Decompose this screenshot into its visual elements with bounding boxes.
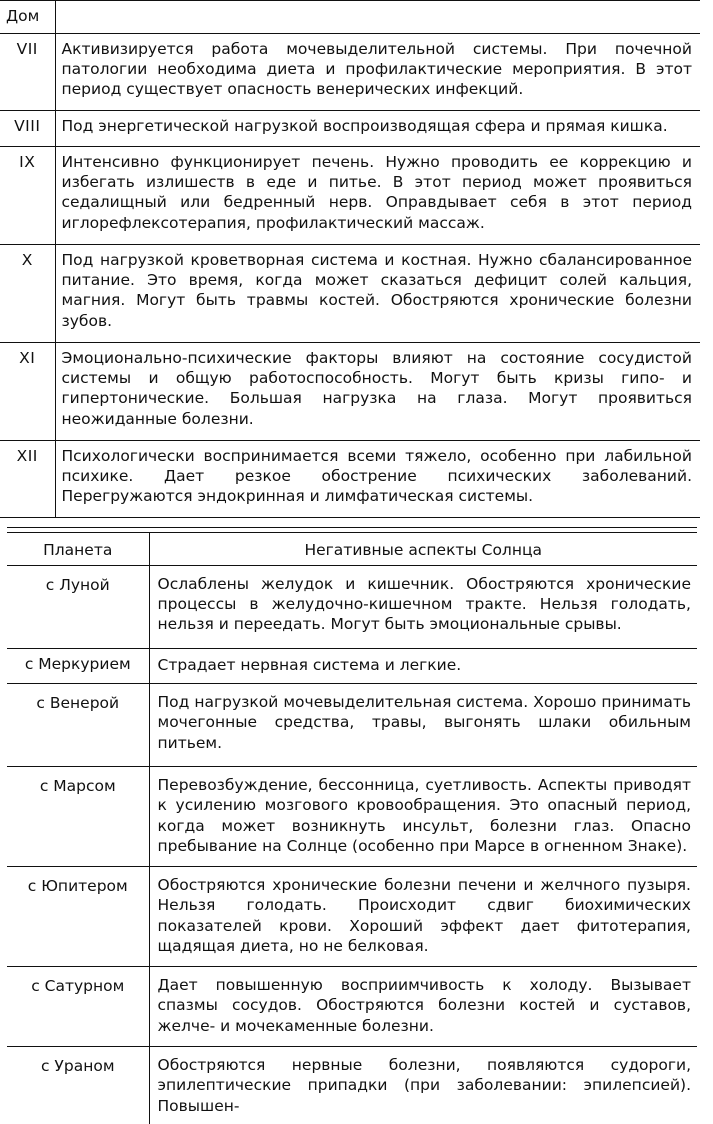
house-number: XI [0,343,55,441]
description-column-header [55,1,700,34]
aspect-description: Обостряются хронические болезни печени и желчного пузыря. Нельзя голодать. Происходит сдвиг биохимических показателей крови. Хороший эффект дает фитотерапия, щадящая диета, но не белковая. [149,867,697,967]
table-row [0,147,700,245]
house-description: Эмоционально-психические факторы влияют на состояние сосудистой системы и общую работоспособность. Могут быть кризы гипо- и гипертонические. Большая нагрузка на глаза. Могут проявиться неожиданные болезни. [55,343,700,441]
table-row [7,867,697,967]
aspect-description: Страдает нервная система и легкие. [149,649,697,684]
planet-column-header: Планета [7,533,149,566]
aspect-description: Ослаблены желудок и кишечник. Обостряются хронические процессы в желудочно-кишечном тракте. Нельзя голодать, нельзя и переедать. Могут быть эмоциональные срывы. [149,566,697,649]
house-description: Под энергетической нагрузкой воспроизводящая сфера и прямая кишка. [55,111,700,147]
house-number: X [0,245,55,343]
house-description: Активизируется работа мочевыделительной системы. При почечной патологии необходима диета и профилактические мероприятия. В этот период существует опасность венерических инфекций. [55,34,700,111]
planet-name: с Меркурием [7,649,149,684]
table-row [7,684,697,767]
house-number: XII [0,441,55,518]
table-row [7,767,697,867]
table-row [0,343,700,441]
table-row [0,441,700,518]
house-description: Под нагрузкой кроветворная система и костная. Нужно сбалансированное питание. Это время, когда может сказаться дефицит солей кальция, магния. Могут быть травмы костей. Обостряются хронические болезни зубов. [55,245,700,343]
planet-name: с Луной [45,576,110,594]
house-description: Психологически воспринимается всеми тяжело, особенно при лабильной психике. Дает резкое обострение психических заболеваний. Перегружаются эндокринная и лимфатическая системы. [55,441,700,518]
planet-name: с Юпитером [7,867,149,967]
table-row [7,566,697,649]
section-divider [7,527,697,528]
table-row [0,34,700,111]
planet-name: с Марсом [7,767,149,867]
aspect-description: Перевозбуждение, бессонница, суетливость. Аспекты приводят к усилению мозгового кровообращения. Это опасный период, когда может возникнуть инсульт, болезни глаз. Опасно пребывание на Солнце (особенно при Марсе в огненном Знаке). [149,767,697,867]
house-column-header: Дом [0,1,55,34]
table-row [0,245,700,343]
table-row [7,649,697,684]
aspect-description: Под нагрузкой мочевыделительная система. Хорошо принимать мочегонные средства, травы, выгонять шлаки обильным питьем. [149,684,697,767]
table-row [7,967,697,1047]
table-row [7,1047,697,1124]
aspect-description: Дает повышенную восприимчивость к холоду. Вызывает спазмы сосудов. Обостряются болезни костей и суставов, желче- и мочекаменные болезни. [149,967,697,1047]
sun-aspects-table [7,532,697,1124]
table-row [0,111,700,147]
house-description: Интенсивно функционирует печень. Нужно проводить ее коррекцию и избегать излишеств в еде и питье. В этот период может проявиться седалищный или бедренный нерв. Оправдывает себя в этот период иглорефлексотерапия, профилактический массаж. [55,147,700,245]
planet-name: с Сатурном [7,967,149,1047]
aspects-column-header: Негативные аспекты Солнца [149,533,697,566]
house-number: VII [0,34,55,111]
planet-name: с Ураном [7,1047,149,1124]
aspect-description: Обостряются нервные болезни, появляются судороги, эпилептические припадки (при заболевании: эпилепсией). Повышен- [149,1047,697,1124]
houses-table-header [0,1,700,34]
house-number: VIII [0,111,55,147]
houses-table [0,0,700,518]
planet-name: с Венерой [7,684,149,767]
house-number: IX [0,147,55,245]
sun-aspects-table-header [7,533,697,566]
